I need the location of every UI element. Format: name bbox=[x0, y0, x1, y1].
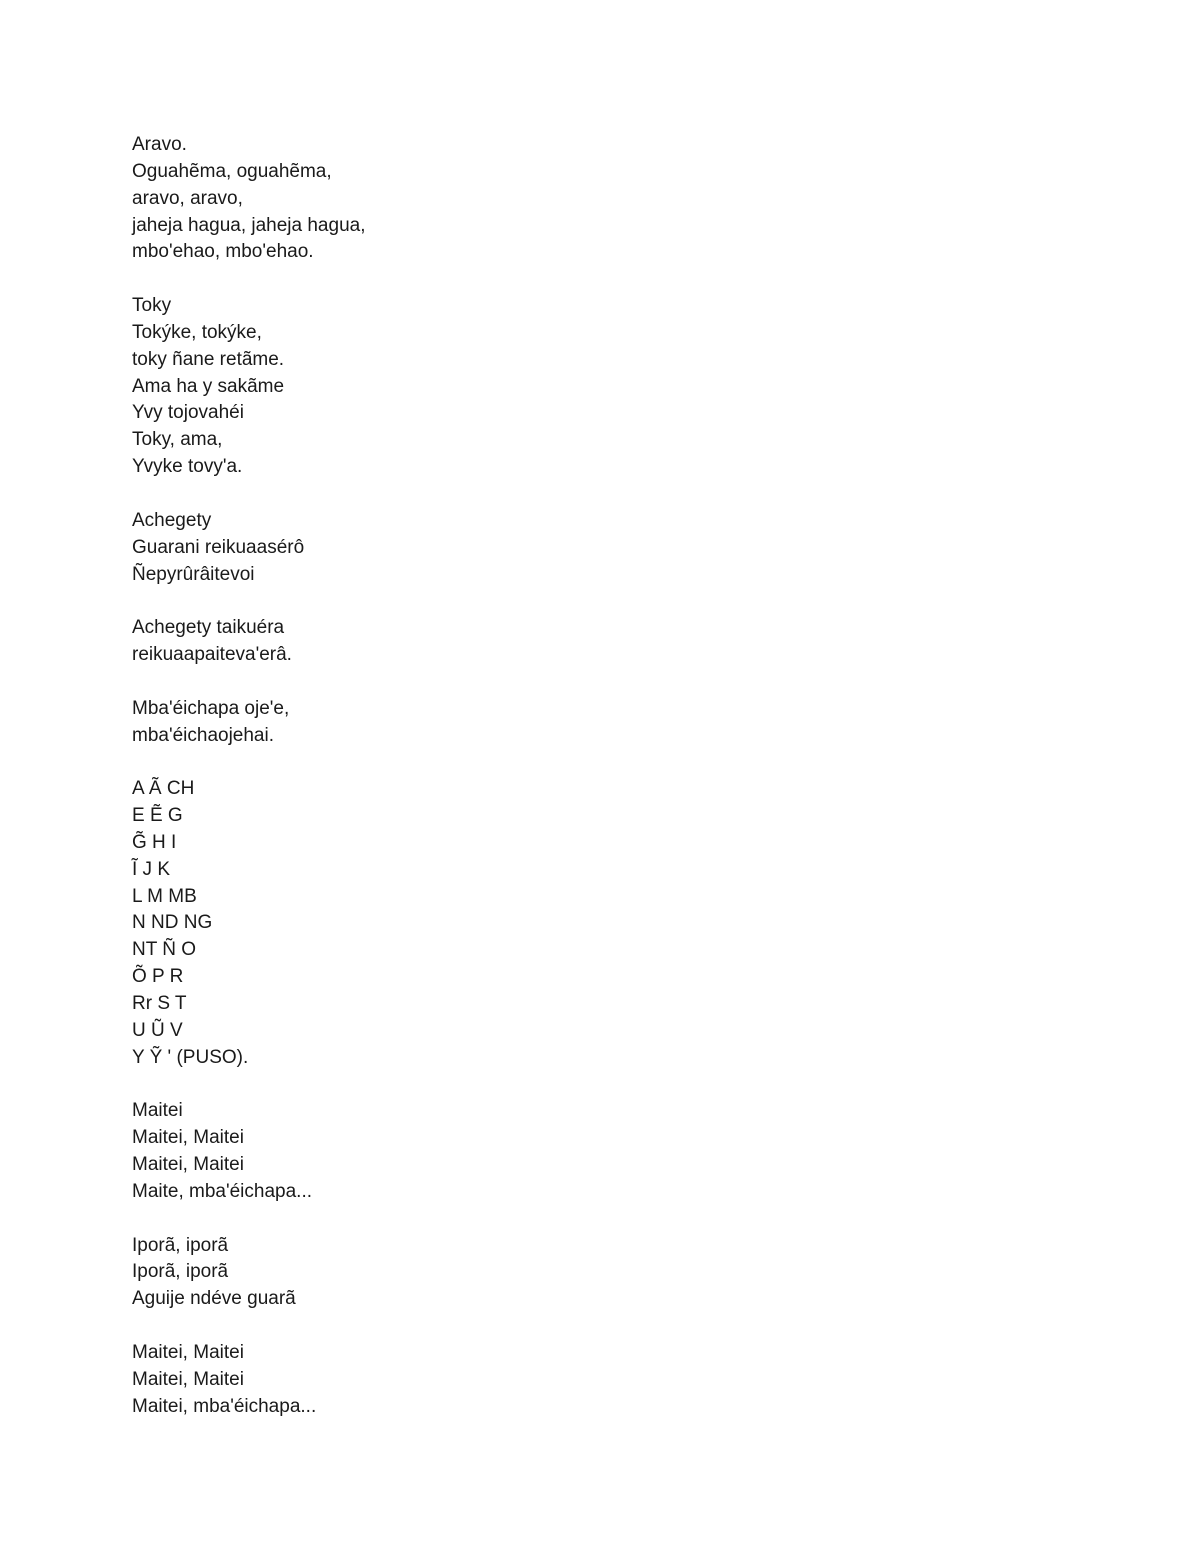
stanza-line: Ĩ J K bbox=[132, 858, 171, 880]
stanza-line: Maite, mba'éichapa... bbox=[132, 1180, 312, 1202]
stanza-line: Toky, ama, bbox=[132, 429, 223, 451]
stanza-line: Aravo. bbox=[132, 134, 187, 155]
stanza-line: Mba'éichapa oje'e, bbox=[132, 697, 290, 719]
stanza-line: Iporã, iporã bbox=[132, 1261, 229, 1283]
stanza-line: aravo, aravo, bbox=[132, 187, 243, 209]
stanza-line: Maitei, Maitei bbox=[132, 1127, 244, 1149]
stanza-line: E Ẽ G bbox=[132, 805, 183, 827]
stanza-line: Toky bbox=[132, 295, 172, 317]
stanza-line: Oguahẽma, oguahẽma, bbox=[132, 160, 332, 182]
stanza-line: N ND NG bbox=[132, 912, 213, 934]
stanza-line: Aguije ndéve guarã bbox=[132, 1288, 296, 1310]
stanza-line: Õ P R bbox=[132, 966, 184, 988]
stanza-line: reikuaapaiteva'erâ. bbox=[132, 644, 292, 666]
stanza-line: G̃ H I bbox=[132, 831, 177, 853]
stanza-toky bbox=[132, 293, 1032, 481]
stanza-line: mba'éichaojehai. bbox=[132, 724, 274, 746]
stanza-ipora bbox=[132, 1233, 1032, 1314]
stanza-achegety-taikuera bbox=[132, 615, 1032, 669]
stanza-alphabet bbox=[132, 776, 1032, 1071]
stanza-line: Ama ha y sakãme bbox=[132, 375, 285, 397]
stanza-line: Maitei, Maitei bbox=[132, 1341, 244, 1363]
stanza-line: Ñepyrûrâitevoi bbox=[132, 563, 255, 585]
stanza-line: NT Ñ O bbox=[132, 939, 197, 961]
stanza-line: Guarani reikuaasérô bbox=[132, 536, 305, 558]
stanza-aravo bbox=[132, 132, 1032, 266]
stanza-line: Maitei, Maitei bbox=[132, 1368, 244, 1390]
stanza-line: Achegety taikuéra bbox=[132, 617, 285, 639]
stanza-line: Yvyke tovy'a. bbox=[132, 456, 243, 478]
stanza-line: Iporã, iporã bbox=[132, 1234, 229, 1256]
stanza-maitei-closing bbox=[132, 1340, 1032, 1421]
stanza-line: Maitei bbox=[132, 1100, 183, 1122]
stanza-line: A Ã CH bbox=[132, 778, 195, 800]
stanza-line: Maitei, Maitei bbox=[132, 1154, 244, 1176]
stanza-line: Achegety bbox=[132, 509, 212, 531]
document-body bbox=[132, 132, 1032, 1421]
stanza-line: Tokýke, tokýke, bbox=[132, 321, 262, 343]
stanza-line: Rr S T bbox=[132, 993, 187, 1014]
stanza-line: jaheja hagua, jaheja hagua, bbox=[132, 214, 366, 236]
stanza-mbaeichapa bbox=[132, 696, 1032, 750]
stanza-achegety bbox=[132, 508, 1032, 589]
stanza-line: Y Ỹ ' (PUSO). bbox=[132, 1046, 249, 1068]
stanza-line: Maitei, mba'éichapa... bbox=[132, 1395, 317, 1417]
stanza-line: mbo'ehao, mbo'ehao. bbox=[132, 241, 314, 263]
stanza-line: U Ũ V bbox=[132, 1019, 183, 1041]
stanza-line: toky ñane retãme. bbox=[132, 348, 285, 370]
stanza-line: Yvy tojovahéi bbox=[132, 402, 244, 424]
stanza-line: L M MB bbox=[132, 885, 197, 907]
stanza-maitei bbox=[132, 1098, 1032, 1205]
